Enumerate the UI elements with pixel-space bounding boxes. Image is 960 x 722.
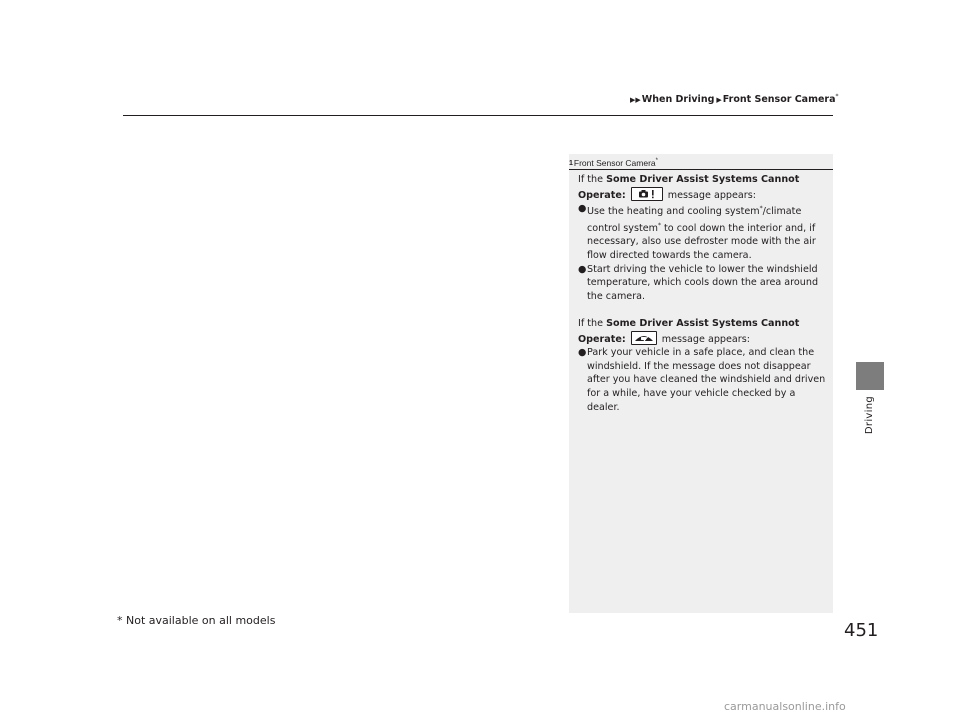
section1-bullet-1: ● Use the heating and cooling system*/climate control system* to cool down the interior and, if necessary, also use defroster mode with the air flow directed towards the camera.: [578, 203, 816, 261]
warning-message-title: Some Driver Assist Systems Cannot: [606, 174, 800, 185]
section1-bullet-2: ● Start driving the vehicle to lower the windshield temperature, which cools down the area around the camera.: [578, 263, 819, 302]
section1-operate-line: Operate: message appears:: [578, 187, 830, 203]
bullet-dot: ●: [578, 263, 587, 275]
note-ref-mark: 1: [569, 159, 573, 167]
camera-warning-icon: [631, 187, 663, 201]
section2-operate-line: Operate: message appears:: [578, 331, 830, 347]
section1-intro: If the Some Driver Assist Systems Cannot: [578, 174, 800, 185]
section2-intro: If the Some Driver Assist Systems Cannot: [578, 317, 800, 329]
camera-wiper-icon: [631, 331, 657, 345]
section2-bullet-1: ● Park your vehicle in a safe place, and clean the windshield. If the message does not disappear after you have cleaned the windshield and driven for a while, have your vehicle checked by a dealer.: [578, 347, 826, 413]
footnote: * Not available on all models: [117, 614, 276, 627]
bullet-dot: ●: [578, 203, 587, 215]
note-title-mark: *: [655, 158, 658, 164]
note-title-text: Front Sensor Camera: [573, 157, 656, 168]
bullet-dot: ●: [578, 347, 587, 359]
spacer: [578, 303, 830, 317]
breadcrumb-front-sensor-camera: Front Sensor Camera: [722, 94, 836, 106]
watermark-text: carmanualsonline.info: [724, 700, 846, 713]
note-sidebar: [569, 154, 833, 613]
page-number: 451: [844, 620, 879, 641]
breadcrumb: [630, 93, 839, 105]
warning-message-title-2: Some Driver Assist Systems Cannot: [606, 317, 800, 329]
breadcrumb-when-driving: When Driving: [641, 94, 715, 106]
note-title: [569, 154, 833, 170]
header-rule: [123, 115, 833, 116]
section-tab: [856, 362, 884, 390]
availability-mark: *: [835, 93, 839, 100]
arrow-icon: ▶: [716, 96, 722, 105]
section-tab-label: Driving: [864, 396, 875, 435]
note-body: [578, 173, 830, 414]
double-arrow-icon: ▶▶: [630, 96, 641, 105]
